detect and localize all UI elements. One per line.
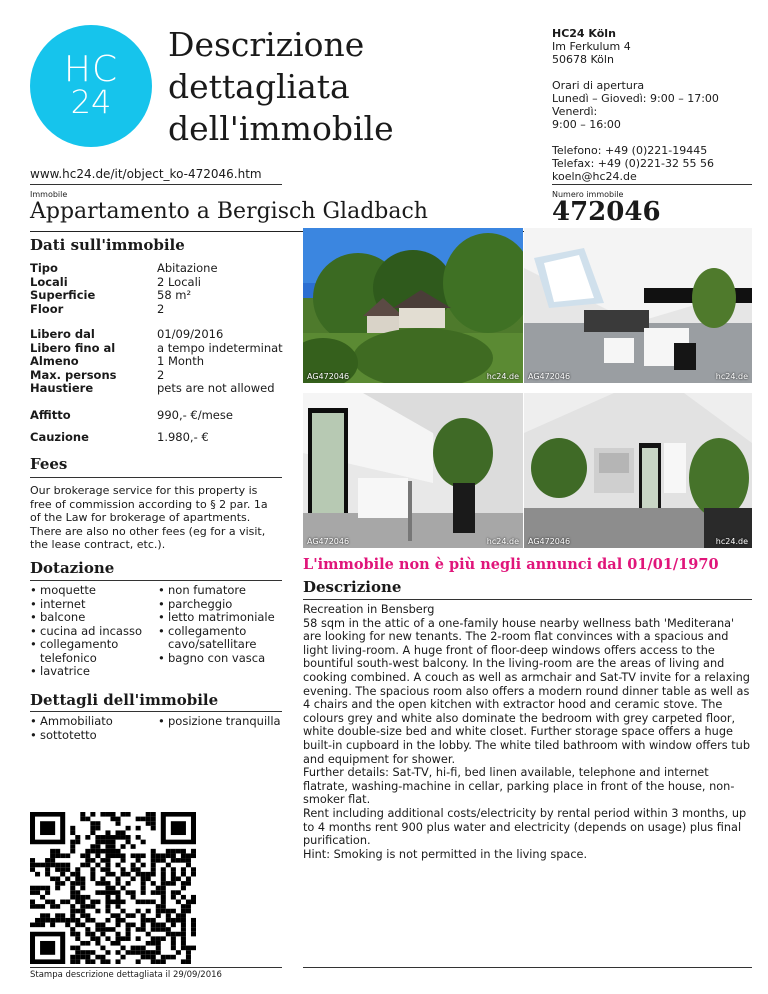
- property-key: Superficie: [30, 288, 96, 302]
- deposit-row: [30, 431, 297, 445]
- list-item: • sottotetto: [30, 729, 155, 743]
- property-row: [30, 328, 297, 342]
- list-item: • parcheggio: [158, 598, 282, 612]
- photo-brand: hc24.de: [715, 537, 748, 546]
- list-item: • moquette: [30, 584, 155, 598]
- property-key: Libero fino al: [30, 340, 116, 355]
- deposit-label: Cauzione: [30, 430, 89, 444]
- listing-removed-notice: L'immobile non è più negli annunci dal 01/01/1970: [303, 556, 719, 573]
- page-title: [168, 24, 394, 150]
- details-list-1: [30, 715, 155, 742]
- property-row: [30, 369, 297, 383]
- print-date-note: Stampa descrizione dettagliata il 29/09/2016: [30, 970, 222, 980]
- list-item: • letto matrimoniale: [158, 611, 282, 625]
- property-row: [30, 303, 297, 317]
- photo-id: AG472046: [307, 372, 350, 381]
- photo-brand: hc24.de: [486, 372, 519, 381]
- opening-hours-friday-label: Venerdì:: [552, 105, 598, 118]
- office-city: 50678 Köln: [552, 53, 614, 66]
- property-key: Libero dal: [30, 327, 95, 341]
- page-title-line-3: dell'immobile: [168, 109, 394, 148]
- page-title-line-1: Descrizione: [168, 25, 365, 64]
- photo-id: AG472046: [528, 537, 571, 546]
- property-key: Floor: [30, 301, 64, 316]
- office-street: Im Ferkulum 4: [552, 40, 631, 53]
- rent-row: [30, 409, 297, 423]
- list-item: • non fumatore: [158, 584, 282, 598]
- list-item: • Ammobiliato: [30, 715, 155, 729]
- property-data-table: [30, 262, 297, 316]
- equipment-list-2: [158, 584, 282, 665]
- office-name: HC24 Köln: [552, 27, 616, 40]
- garden-view-image: [303, 228, 523, 383]
- equipment-list-1: [30, 584, 155, 679]
- property-photo-garden[interactable]: [303, 228, 523, 383]
- photo-brand: hc24.de: [715, 372, 748, 381]
- list-item: • lavatrice: [30, 665, 155, 679]
- listing-number: 472046: [552, 197, 661, 227]
- divider: [552, 184, 752, 185]
- divider: [303, 599, 752, 600]
- office-fax: Telefax: +49 (0)221-32 55 56: [552, 157, 715, 170]
- list-item: • collegamento telefonico: [30, 638, 155, 665]
- property-key: Locali: [30, 274, 68, 289]
- details-heading: Dettagli dell'immobile: [30, 691, 219, 709]
- description-text: Recreation in Bensberg 58 sqm in the attic of a one-family house nearby wellness bath 'Mediterana' are looking for new tenants. The 2-room flat convinces with a spacious and light living-room. A huge front of floor-deep windows offers access to the bountiful south-west balcony. In the living-room are the areas of living and cooking combined. A couch as well as armchair and Sat-TV invite for a relaxing evening. The spacious room also offers a modern round dinner table as well as 4 chairs and the open kitchen with extractor hood and ceramic stove. The colours grey and white also dominate the bedroom with grey carpeted floor, white double-size bed and white closet. Further storage space offers a huge built-in cupboard in the lobby. The white tiled bathroom with window offers tub and equipment for shower. Further details: Sat-TV, hi-fi, bed linen available, telephone and internet flatrate, washing-machine in cellar, parking place in front of the house, non-smoker flat. Rent including additional costs/electricity by rental period within 3 months, up to 4 months rent 900 plus water and electricity (depends on usage) plus final purification. Hint: Smoking is not permitted in the living space.: [303, 603, 750, 861]
- office-email[interactable]: koeln@hc24.de: [552, 170, 637, 183]
- fees-heading: Fees: [30, 455, 68, 473]
- office-phone: Telefono: +49 (0)221-19445: [552, 144, 708, 157]
- list-item: • balcone: [30, 611, 155, 625]
- office-info: [552, 27, 752, 183]
- logo-text-24: 24: [70, 83, 112, 121]
- rent-value: 990,- €/mese: [157, 408, 233, 422]
- property-row: [30, 342, 297, 356]
- property-value: a tempo indeterminat: [157, 340, 283, 355]
- divider: [30, 477, 282, 478]
- list-item: • collegamento cavo/satellitare: [158, 625, 282, 652]
- divider: [30, 967, 282, 968]
- details-list-2: [158, 715, 282, 729]
- hc24-logo: [30, 25, 152, 147]
- equipment-heading: Dotazione: [30, 559, 115, 577]
- property-row: [30, 289, 297, 303]
- opening-hours-label: Orari di apertura: [552, 79, 645, 92]
- list-item: • posizione tranquilla: [158, 715, 282, 729]
- property-photo-living[interactable]: [524, 228, 752, 383]
- divider: [303, 967, 752, 968]
- listing-type: Appartamento a Bergisch Gladbach: [30, 199, 428, 224]
- property-value: 2: [157, 367, 165, 382]
- photo-id: AG472046: [307, 537, 350, 546]
- object-url[interactable]: www.hc24.de/it/object_ko-472046.htm: [30, 167, 262, 181]
- dining-area-image: [303, 393, 523, 548]
- property-row: [30, 276, 297, 290]
- property-photo-dining[interactable]: [303, 393, 523, 548]
- photo-brand: hc24.de: [486, 537, 519, 546]
- list-item: • cucina ad incasso: [30, 625, 155, 639]
- property-data-heading: Dati sull'immobile: [30, 236, 185, 254]
- opening-hours-friday: 9:00 – 16:00: [552, 118, 621, 131]
- rent-label: Affitto: [30, 408, 71, 422]
- living-room-image: [524, 228, 752, 383]
- opening-hours-weekdays: Lunedì – Giovedì: 9:00 – 17:00: [552, 92, 719, 105]
- listing-type-label: Immobile: [30, 190, 68, 199]
- qr-code[interactable]: [30, 812, 196, 964]
- listing-number-label: Numero immobile: [552, 190, 624, 199]
- property-value: 2 Locali: [157, 274, 201, 289]
- property-row: [30, 262, 297, 276]
- description-heading: Descrizione: [303, 578, 402, 596]
- list-item: • bagno con vasca: [158, 652, 282, 666]
- property-value: 1 Month: [157, 354, 205, 368]
- property-value: 01/09/2016: [157, 327, 224, 341]
- availability-table: [30, 328, 297, 396]
- property-row: [30, 355, 297, 369]
- page-title-line-2: dettagliata: [168, 67, 350, 106]
- divider: [30, 184, 282, 185]
- deposit-value: 1.980,- €: [157, 430, 209, 444]
- divider: [30, 580, 282, 581]
- property-photo-kitchen[interactable]: [524, 393, 752, 548]
- divider: [30, 711, 282, 712]
- property-key: Haustiere: [30, 381, 94, 395]
- property-value: 2: [157, 301, 165, 316]
- photo-id: AG472046: [528, 372, 571, 381]
- property-value: Abitazione: [157, 261, 218, 275]
- fees-text: Our brokerage service for this property is free of commission according to § 2 par. 1a of the Law for brokerage of apartments. There are also no other fees (eg for a visit, the lease contract, etc.).: [30, 484, 268, 551]
- property-key: Tipo: [30, 261, 58, 275]
- property-row: [30, 382, 297, 396]
- kitchen-image: [524, 393, 752, 548]
- list-item: • internet: [30, 598, 155, 612]
- property-key: Max. persons: [30, 367, 117, 382]
- logo-text-hc: HC: [63, 49, 119, 90]
- property-value: 58 m²: [157, 288, 192, 302]
- property-key: Almeno: [30, 354, 79, 368]
- property-value: pets are not allowed: [157, 381, 275, 395]
